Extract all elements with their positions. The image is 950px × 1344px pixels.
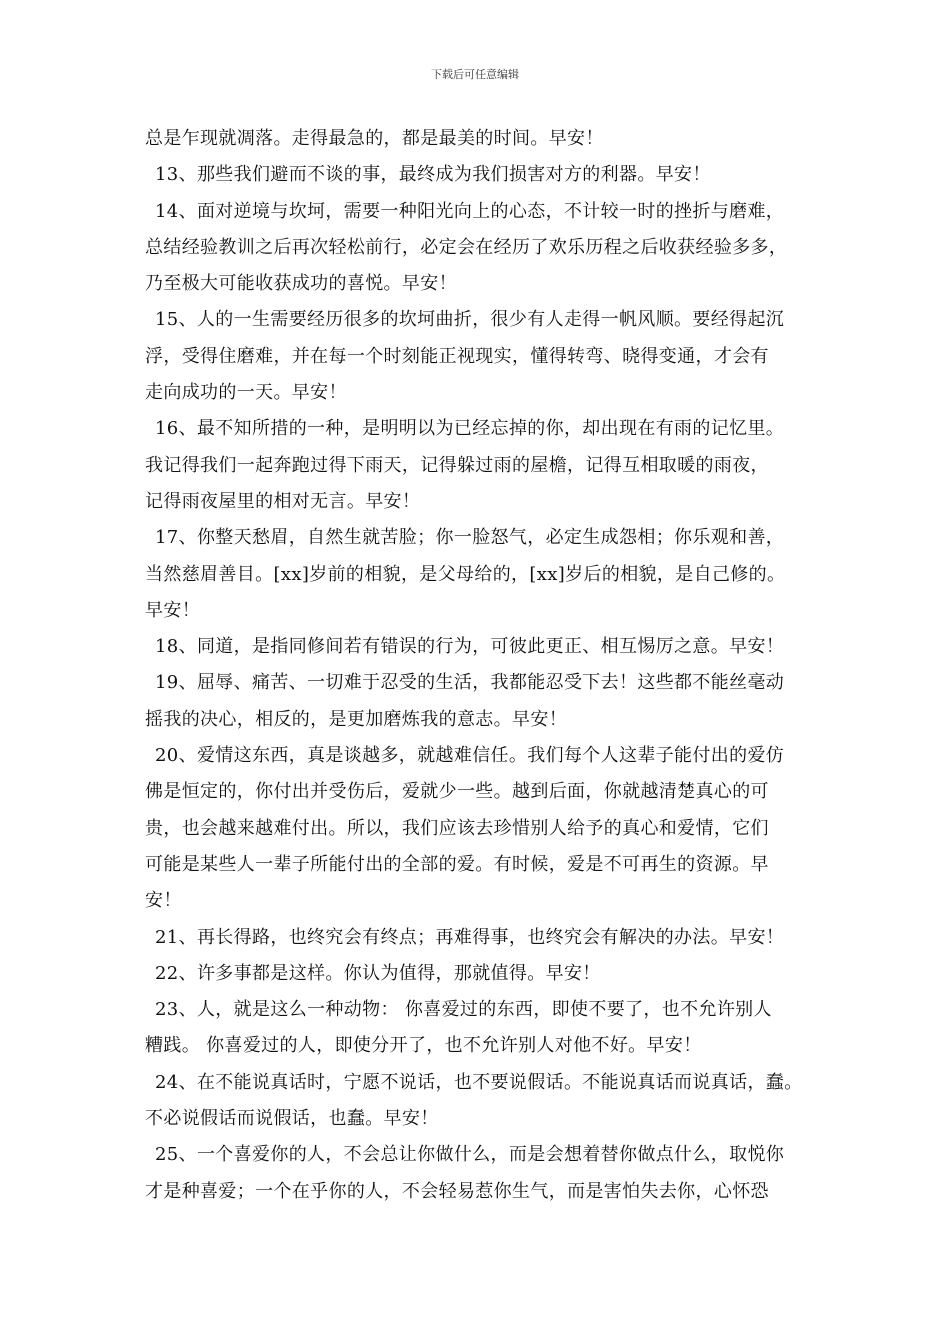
text-line: 摇我的决心，相反的，是更加磨炼我的意志。早安！	[145, 708, 568, 730]
text-line: 15、人的一生需要经历很多的坎坷曲折，很少有人走得一帆风顺。要经得起沉	[155, 309, 785, 331]
text-line: 25、一个喜爱你的人，不会总让你做什么，而是会想着替你做点什么，取悦你	[155, 1144, 785, 1166]
text-line: 17、你整天愁眉，自然生就苦脸；你一脸怒气，必定生成怨相；你乐观和善，	[155, 527, 785, 549]
text-line: 18、同道，是指同修间若有错误的行为，可彼此更正、相互惕厉之意。早安！	[155, 636, 785, 658]
text-line: 16、最不知所措的一种，是明明以为已经忘掉的你，却出现在有雨的记忆里。	[155, 418, 785, 440]
text-line: 总是乍现就凋落。走得最急的，都是最美的时间。早安！	[145, 128, 604, 149]
text-line: 24、在不能说真话时，宁愿不说话，也不要说假话。不能说真话而说真话，蠢。	[155, 1071, 803, 1093]
text-line: 19、屈辱、痛苦、一切难于忍受的生活，我都能忍受下去！这些都不能丝毫动	[155, 672, 785, 694]
text-line: 走向成功的一天。早安！	[145, 382, 347, 404]
page-header: 下载后可任意编辑	[431, 68, 519, 81]
text-line: 23、人，就是这么一种动物： 你喜爱过的东西，即使不要了，也不允许别人	[155, 999, 772, 1021]
document-body	[145, 121, 820, 1210]
text-line: 我记得我们一起奔跑过得下雨天，记得躲过雨的屋檐，记得互相取暖的雨夜，	[145, 454, 769, 476]
text-line: 乃至极大可能收获成功的喜悦。早安！	[145, 273, 457, 295]
text-line: 记得雨夜屋里的相对无言。早安！	[145, 490, 421, 512]
text-line: 22、许多事都是这样。你认为值得，那就值得。早安！	[155, 962, 601, 984]
text-line: 贵，也会越来越难付出。所以，我们应该去珍惜别人给予的真心和爱情，它们	[145, 817, 769, 839]
text-line: 14、面对逆境与坎坷，需要一种阳光向上的心态，不计较一时的挫折与磨难，	[155, 200, 785, 222]
text-line: 浮，受得住磨难，并在每一个时刻能正视现实，懂得转弯、晓得变通，才会有	[145, 345, 769, 367]
text-line: 安！	[145, 890, 182, 912]
text-line: 糟践。 你喜爱过的人，即使分开了，也不允许别人对他不好。早安！	[145, 1035, 702, 1057]
text-line: 21、再长得路，也终究会有终点；再难得事，也终究会有解决的办法。早安！	[155, 926, 785, 948]
text-line: 不必说假话而说假话，也蠢。早安！	[145, 1108, 439, 1130]
text-line: 佛是恒定的，你付出并受伤后，爱就少一些。越到后面，你就越清楚真心的可	[145, 781, 769, 803]
text-line: 20、爱情这东西，真是谈越多，就越难信任。我们每个人这辈子能付出的爱仿	[155, 745, 785, 767]
text-line: 早安！	[145, 599, 201, 621]
text-line: 可能是某些人一辈子所能付出的全部的爱。有时候，爱是不可再生的资源。早	[145, 853, 769, 875]
text-line: 当然慈眉善目。[xx]岁前的相貌，是父母给的，[xx]岁后的相貌，是自己修的。	[145, 563, 786, 585]
text-line: 13、那些我们避而不谈的事，最终成为我们损害对方的利器。早安！	[155, 164, 711, 186]
text-line: 才是种喜爱；一个在乎你的人，不会轻易惹你生气，而是害怕失去你，心怀恐	[145, 1180, 769, 1202]
text-line: 总结经验教训之后再次轻松前行，必定会在经历了欢乐历程之后收获经验多多，	[145, 236, 788, 258]
